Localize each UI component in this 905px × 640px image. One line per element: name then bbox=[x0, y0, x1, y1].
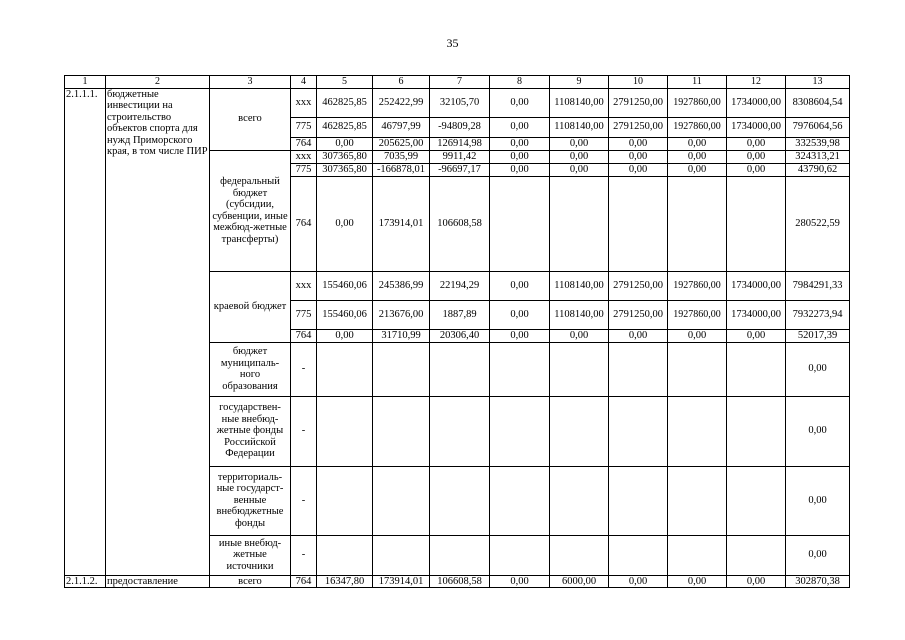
page-number: 35 bbox=[446, 36, 459, 50]
value-cell: 2791250,00 bbox=[609, 300, 668, 329]
column-header: 5 bbox=[317, 76, 373, 89]
value-cell bbox=[668, 535, 727, 575]
budget-table bbox=[64, 75, 850, 588]
value-cell bbox=[609, 342, 668, 396]
kbk-code: 764 bbox=[291, 329, 317, 342]
value-cell bbox=[668, 176, 727, 271]
value-cell: 0,00 bbox=[727, 575, 786, 588]
value-cell: 20306,40 bbox=[430, 329, 490, 342]
value-cell: 0,00 bbox=[609, 137, 668, 150]
value-cell: 0,00 bbox=[668, 575, 727, 588]
kbk-code: 775 bbox=[291, 117, 317, 137]
column-header: 4 bbox=[291, 76, 317, 89]
value-cell: 462825,85 bbox=[317, 117, 373, 137]
value-cell: 1734000,00 bbox=[727, 117, 786, 137]
value-cell: 332539,98 bbox=[786, 137, 850, 150]
value-cell: 213676,00 bbox=[373, 300, 430, 329]
value-cell bbox=[727, 535, 786, 575]
value-cell: 0,00 bbox=[609, 163, 668, 176]
value-cell: 0,00 bbox=[668, 329, 727, 342]
column-header: 11 bbox=[668, 76, 727, 89]
value-cell bbox=[550, 342, 609, 396]
value-cell: 0,00 bbox=[786, 466, 850, 535]
column-header: 6 bbox=[373, 76, 430, 89]
value-cell: 0,00 bbox=[786, 535, 850, 575]
value-cell bbox=[373, 396, 430, 466]
value-cell: 0,00 bbox=[727, 137, 786, 150]
header-row bbox=[65, 76, 850, 89]
value-cell: 0,00 bbox=[490, 88, 550, 117]
value-cell: 0,00 bbox=[550, 150, 609, 163]
value-cell: 302870,38 bbox=[786, 575, 850, 588]
value-cell: 0,00 bbox=[317, 176, 373, 271]
kbk-code: - bbox=[291, 466, 317, 535]
value-cell: 0,00 bbox=[550, 163, 609, 176]
table-row bbox=[65, 575, 850, 588]
item-code: 2.1.1.2. bbox=[65, 575, 106, 588]
value-cell: 307365,80 bbox=[317, 163, 373, 176]
funding-source: всего bbox=[210, 88, 291, 150]
funding-source: краевой бюджет bbox=[210, 271, 291, 342]
value-cell bbox=[490, 396, 550, 466]
value-cell: 1108140,00 bbox=[550, 88, 609, 117]
value-cell: 0,00 bbox=[317, 329, 373, 342]
kbk-code: ххх bbox=[291, 88, 317, 117]
value-cell: 1734000,00 bbox=[727, 271, 786, 300]
value-cell: 106608,58 bbox=[430, 575, 490, 588]
column-header: 10 bbox=[609, 76, 668, 89]
kbk-code: 764 bbox=[291, 137, 317, 150]
value-cell: 0,00 bbox=[786, 342, 850, 396]
value-cell: 0,00 bbox=[317, 137, 373, 150]
value-cell: 1887,89 bbox=[430, 300, 490, 329]
value-cell: 7035,99 bbox=[373, 150, 430, 163]
value-cell: 0,00 bbox=[490, 137, 550, 150]
value-cell bbox=[317, 466, 373, 535]
table-row bbox=[65, 88, 850, 117]
value-cell: 7932273,94 bbox=[786, 300, 850, 329]
value-cell: 324313,21 bbox=[786, 150, 850, 163]
column-header: 9 bbox=[550, 76, 609, 89]
column-header: 1 bbox=[65, 76, 106, 89]
value-cell: 46797,99 bbox=[373, 117, 430, 137]
value-cell: 0,00 bbox=[668, 137, 727, 150]
value-cell: 0,00 bbox=[786, 396, 850, 466]
value-cell: 22194,29 bbox=[430, 271, 490, 300]
column-header: 12 bbox=[727, 76, 786, 89]
value-cell: 43790,62 bbox=[786, 163, 850, 176]
value-cell: 0,00 bbox=[609, 150, 668, 163]
column-header: 3 bbox=[210, 76, 291, 89]
value-cell: 252422,99 bbox=[373, 88, 430, 117]
value-cell bbox=[668, 396, 727, 466]
value-cell: 0,00 bbox=[490, 575, 550, 588]
value-cell bbox=[668, 342, 727, 396]
value-cell bbox=[373, 466, 430, 535]
value-cell bbox=[317, 535, 373, 575]
value-cell: -94809,28 bbox=[430, 117, 490, 137]
value-cell: 0,00 bbox=[609, 575, 668, 588]
value-cell: 0,00 bbox=[490, 150, 550, 163]
funding-source: федеральный бюджет (субсидии, субвенции, иные межбюд-жетные трансферты) bbox=[210, 150, 291, 271]
value-cell: 0,00 bbox=[727, 329, 786, 342]
kbk-code: - bbox=[291, 535, 317, 575]
value-cell: 8308604,54 bbox=[786, 88, 850, 117]
value-cell: 16347,80 bbox=[317, 575, 373, 588]
value-cell bbox=[727, 466, 786, 535]
value-cell: 280522,59 bbox=[786, 176, 850, 271]
value-cell bbox=[490, 342, 550, 396]
kbk-code: ххх bbox=[291, 150, 317, 163]
value-cell: 0,00 bbox=[727, 163, 786, 176]
value-cell: 6000,00 bbox=[550, 575, 609, 588]
value-cell: 52017,39 bbox=[786, 329, 850, 342]
value-cell: 1108140,00 bbox=[550, 271, 609, 300]
value-cell: 7976064,56 bbox=[786, 117, 850, 137]
value-cell: 462825,85 bbox=[317, 88, 373, 117]
value-cell bbox=[430, 396, 490, 466]
value-cell: 7984291,33 bbox=[786, 271, 850, 300]
kbk-code: 775 bbox=[291, 163, 317, 176]
kbk-code: - bbox=[291, 396, 317, 466]
kbk-code: - bbox=[291, 342, 317, 396]
column-header: 7 bbox=[430, 76, 490, 89]
value-cell: 1927860,00 bbox=[668, 271, 727, 300]
value-cell: 31710,99 bbox=[373, 329, 430, 342]
value-cell bbox=[490, 466, 550, 535]
value-cell: 9911,42 bbox=[430, 150, 490, 163]
value-cell: 205625,00 bbox=[373, 137, 430, 150]
column-header: 8 bbox=[490, 76, 550, 89]
kbk-code: ххх bbox=[291, 271, 317, 300]
value-cell bbox=[727, 396, 786, 466]
value-cell: -96697,17 bbox=[430, 163, 490, 176]
value-cell: 0,00 bbox=[550, 329, 609, 342]
value-cell bbox=[727, 176, 786, 271]
value-cell: 126914,98 bbox=[430, 137, 490, 150]
value-cell: 173914,01 bbox=[373, 575, 430, 588]
column-header: 2 bbox=[106, 76, 210, 89]
value-cell: 307365,80 bbox=[317, 150, 373, 163]
value-cell bbox=[317, 396, 373, 466]
value-cell: 1734000,00 bbox=[727, 300, 786, 329]
value-cell: 0,00 bbox=[490, 271, 550, 300]
value-cell: 0,00 bbox=[490, 117, 550, 137]
kbk-code: 764 bbox=[291, 575, 317, 588]
kbk-code: 764 bbox=[291, 176, 317, 271]
value-cell: 1108140,00 bbox=[550, 300, 609, 329]
value-cell: 2791250,00 bbox=[609, 88, 668, 117]
value-cell: 106608,58 bbox=[430, 176, 490, 271]
funding-source: территориаль-ные государст-венные внебюджетные фонды bbox=[210, 466, 291, 535]
value-cell bbox=[490, 176, 550, 271]
value-cell: 173914,01 bbox=[373, 176, 430, 271]
value-cell bbox=[430, 342, 490, 396]
value-cell: 0,00 bbox=[550, 137, 609, 150]
value-cell: 1734000,00 bbox=[727, 88, 786, 117]
value-cell: 155460,06 bbox=[317, 271, 373, 300]
value-cell bbox=[373, 535, 430, 575]
value-cell: 32105,70 bbox=[430, 88, 490, 117]
value-cell bbox=[490, 535, 550, 575]
value-cell: 155460,06 bbox=[317, 300, 373, 329]
value-cell: 0,00 bbox=[668, 163, 727, 176]
value-cell bbox=[609, 396, 668, 466]
funding-source: бюджет муниципаль-ного образования bbox=[210, 342, 291, 396]
value-cell: 1927860,00 bbox=[668, 88, 727, 117]
value-cell bbox=[609, 535, 668, 575]
funding-source: всего bbox=[210, 575, 291, 588]
funding-source: иные внебюд-жетные источники bbox=[210, 535, 291, 575]
value-cell bbox=[550, 535, 609, 575]
funding-source: государствен-ные внебюд-жетные фонды Российской Федерации bbox=[210, 396, 291, 466]
value-cell: 2791250,00 bbox=[609, 271, 668, 300]
value-cell: -166878,01 bbox=[373, 163, 430, 176]
value-cell: 0,00 bbox=[490, 329, 550, 342]
value-cell: 2791250,00 bbox=[609, 117, 668, 137]
value-cell bbox=[373, 342, 430, 396]
column-header: 13 bbox=[786, 76, 850, 89]
value-cell: 0,00 bbox=[609, 329, 668, 342]
value-cell bbox=[609, 176, 668, 271]
item-description: бюджетные инвестиции на строительство объектов спорта для нужд Приморского края, в том числе ПИР bbox=[106, 88, 210, 575]
value-cell bbox=[550, 466, 609, 535]
table-body bbox=[65, 76, 850, 588]
value-cell bbox=[317, 342, 373, 396]
value-cell: 0,00 bbox=[727, 150, 786, 163]
item-description: предоставление bbox=[106, 575, 210, 588]
value-cell bbox=[430, 535, 490, 575]
value-cell: 0,00 bbox=[490, 163, 550, 176]
item-code: 2.1.1.1. bbox=[65, 88, 106, 575]
value-cell bbox=[609, 466, 668, 535]
value-cell bbox=[430, 466, 490, 535]
value-cell: 245386,99 bbox=[373, 271, 430, 300]
value-cell: 1927860,00 bbox=[668, 300, 727, 329]
value-cell: 1108140,00 bbox=[550, 117, 609, 137]
value-cell bbox=[668, 466, 727, 535]
value-cell bbox=[550, 176, 609, 271]
value-cell: 0,00 bbox=[668, 150, 727, 163]
value-cell: 1927860,00 bbox=[668, 117, 727, 137]
value-cell: 0,00 bbox=[490, 300, 550, 329]
kbk-code: 775 bbox=[291, 300, 317, 329]
value-cell bbox=[727, 342, 786, 396]
value-cell bbox=[550, 396, 609, 466]
